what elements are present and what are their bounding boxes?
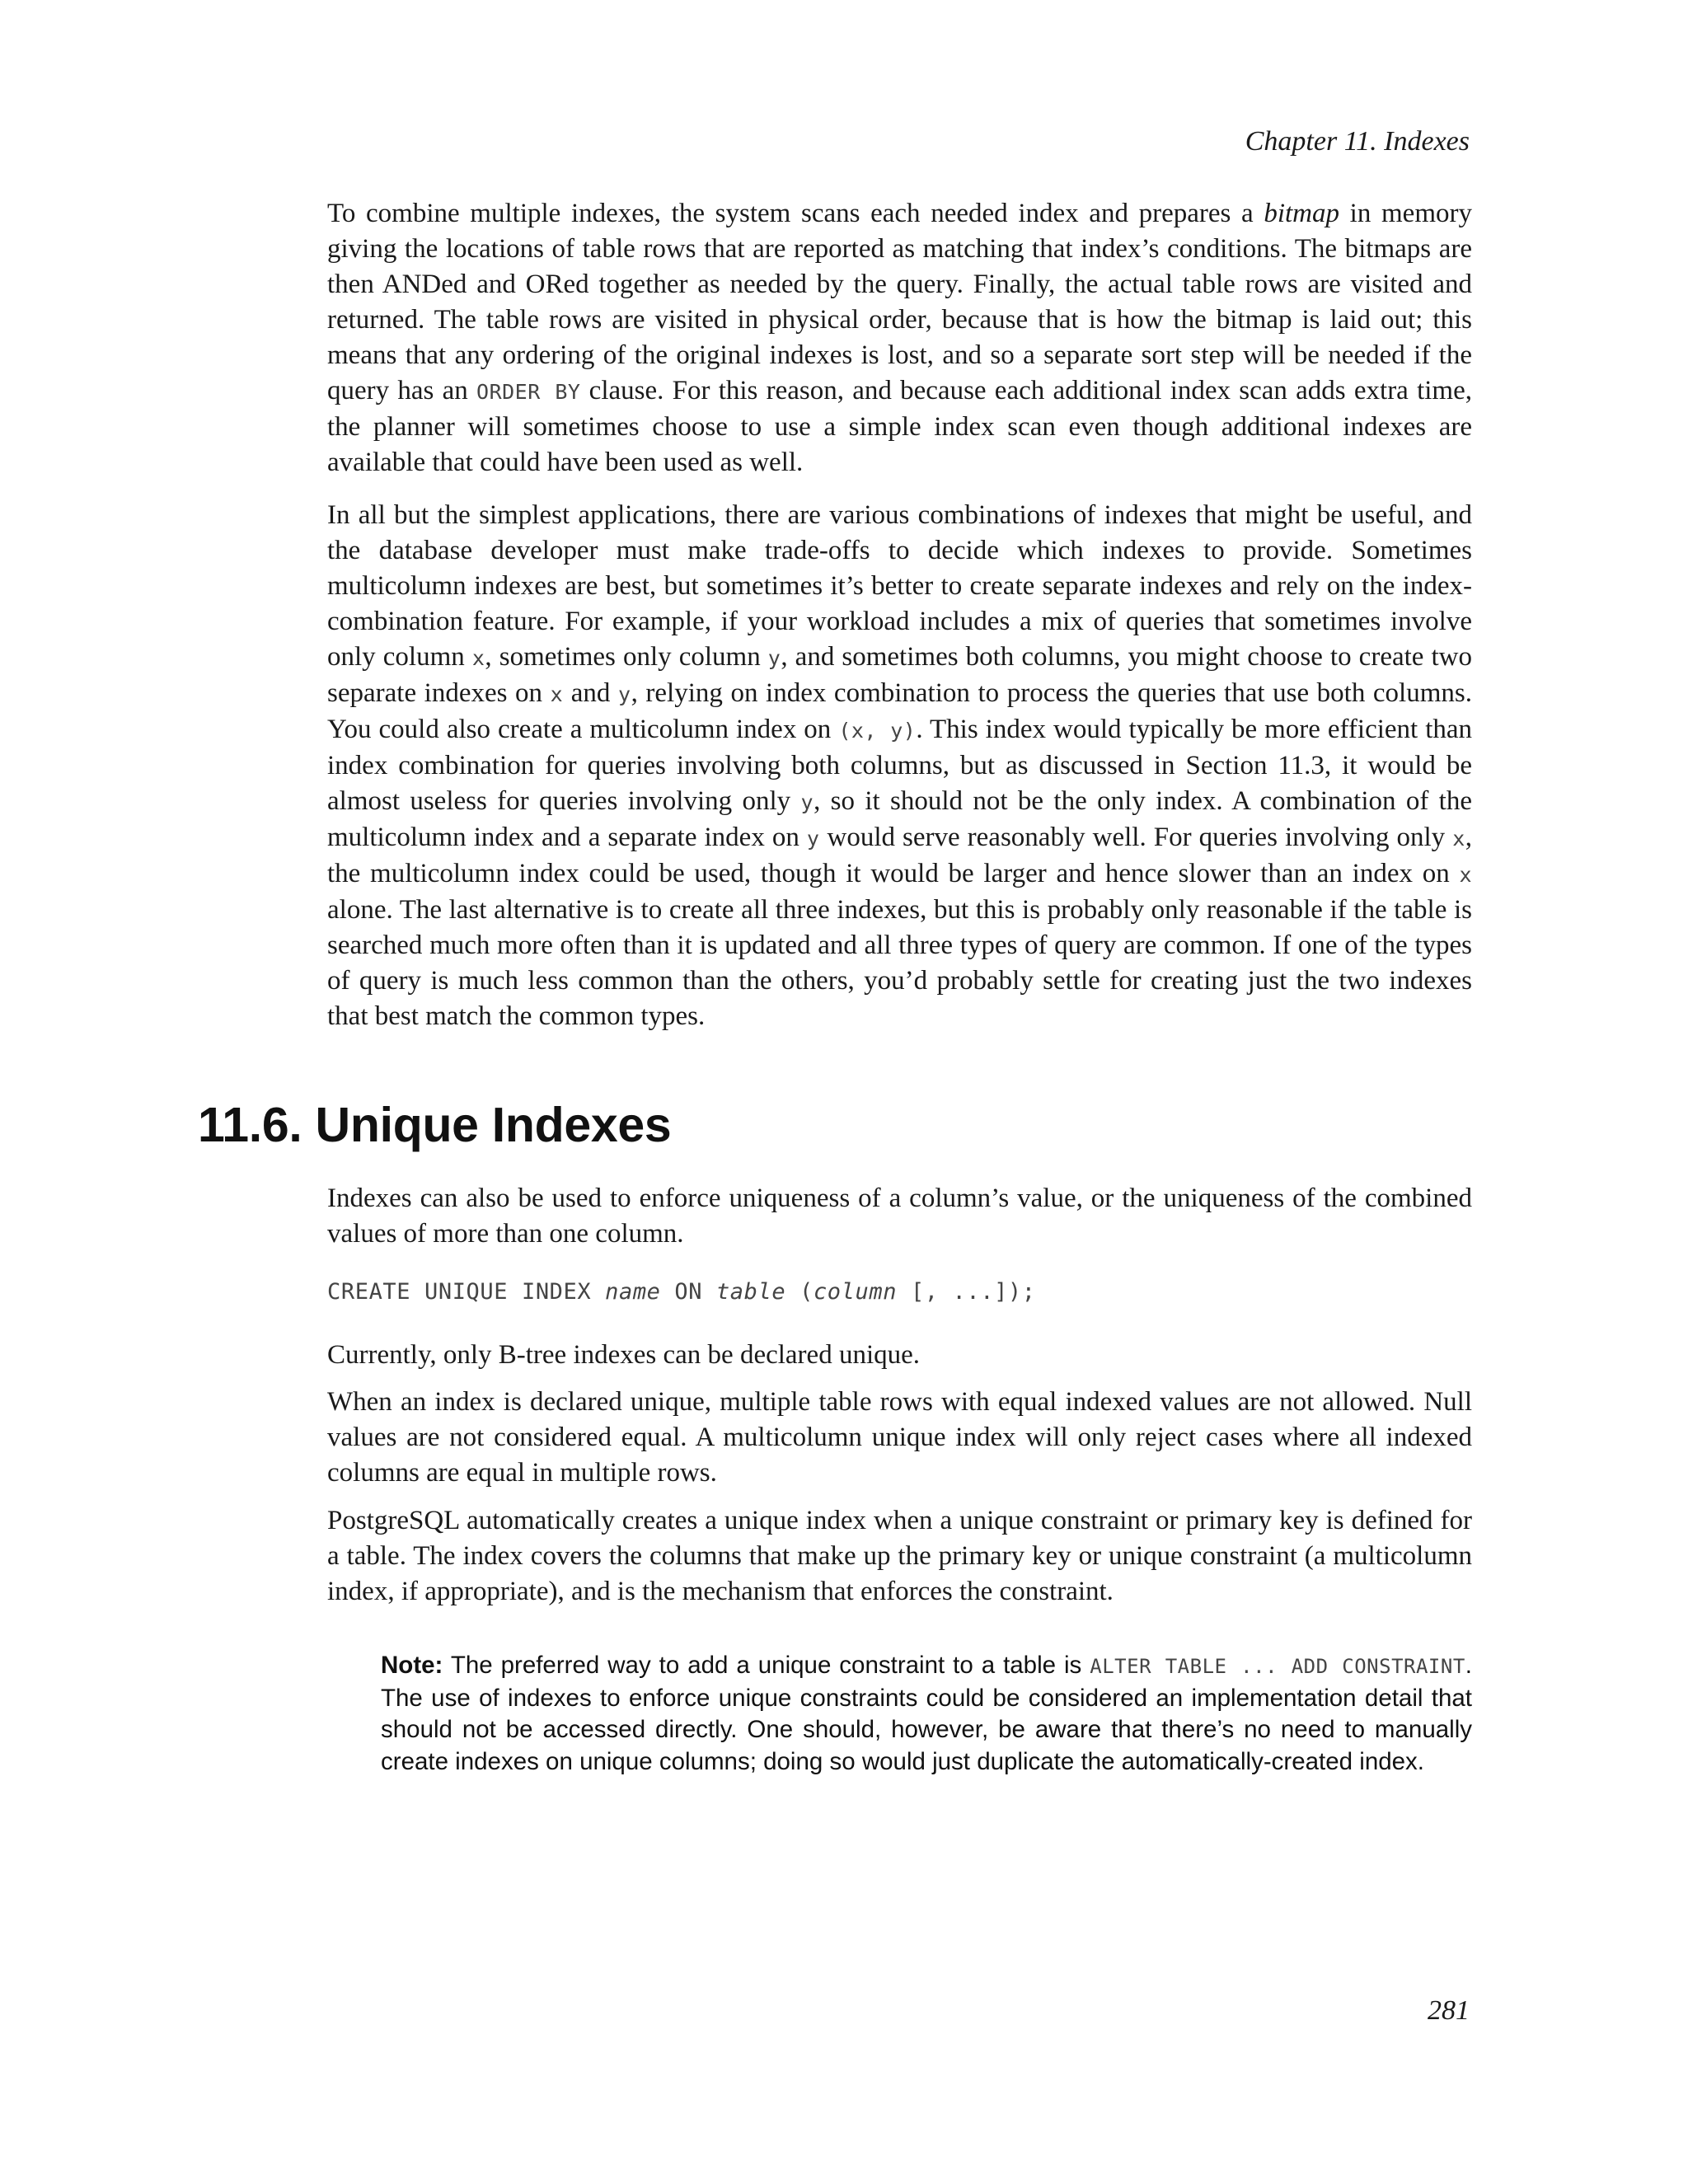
code-keyword: ON xyxy=(660,1279,716,1305)
text: , the multicolumn index could be used, though it would be larger and hence slower than an index on xyxy=(327,823,1472,888)
body-paragraph-bitmap xyxy=(327,196,1472,480)
body-paragraph-equal-values xyxy=(327,1385,1472,1491)
inline-code: y xyxy=(800,790,814,814)
inline-code: x xyxy=(1459,863,1472,887)
text: would serve reasonably well. For queries involving only xyxy=(819,823,1453,852)
text: clause. For this reason, and because each additional index scan adds extra time, the planner will sometimes choose to use a simple index scan even though additional indexes are available that could have been used as well. xyxy=(327,376,1472,477)
emphasis-term: bitmap xyxy=(1264,199,1340,228)
code-placeholder: table xyxy=(715,1279,786,1305)
inline-code: y xyxy=(806,827,820,851)
text: , relying on index combination to process the queries that use both columns. You could also create a multicolumn index on xyxy=(327,678,1472,744)
body-paragraph-combinations xyxy=(327,498,1472,1034)
text: Currently, only B-tree indexes can be declared unique. xyxy=(327,1340,921,1370)
inline-code: ALTER TABLE ... ADD CONSTRAINT xyxy=(1090,1655,1465,1678)
note-label: Note: xyxy=(381,1652,443,1679)
text: When an index is declared unique, multiple table rows with equal indexed values are not allowed. Null values are not considered equal. A multicolumn unique index will only reject cases where all indexed columns are equal in multiple rows. xyxy=(327,1387,1472,1488)
body-paragraph-uniqueness xyxy=(327,1181,1472,1252)
text: , sometimes only column xyxy=(485,642,768,672)
inline-code: (x, y) xyxy=(838,719,917,743)
text: in memory giving the locations of table rows that are reported as matching that index’s conditions. The bitmaps are then ANDed and ORed together as needed by the query. Finally, the actual table rows are visited and returned. The table rows are visited in physical order, because that is how the bitmap is laid out; this means that any ordering of the original indexes is lost, and so a separate sort step will be needed if the query has an xyxy=(327,199,1472,405)
inline-code: x xyxy=(471,646,485,670)
code-example xyxy=(327,1276,1036,1309)
inline-code: x xyxy=(1452,827,1465,851)
text: and xyxy=(563,678,619,708)
text: To combine multiple indexes, the system scans each needed index and prepares a xyxy=(327,199,1264,228)
code-placeholder: name xyxy=(605,1279,661,1305)
inline-code: ORDER BY xyxy=(476,380,581,404)
code-keyword: CREATE UNIQUE INDEX xyxy=(327,1279,606,1305)
text: PostgreSQL automatically creates a unique index when a unique constraint or primary key is defined for a table. The index covers the columns that make up the primary key or unique constraint (a multicolumn index, if appropriate), and is the mechanism that enforces the constraint. xyxy=(327,1506,1472,1606)
code-punct: ( xyxy=(785,1279,814,1305)
text: In all but the simplest applications, there are various combinations of indexes that might be useful, and the database developer must make trade-offs to decide which indexes to provide. Sometimes multicolumn indexes are best, but sometimes it’s better to create separate indexes and rely on the index-combination feature. For example, if your workload includes a mix of queries that sometimes involve only column xyxy=(327,500,1472,672)
text: , and sometimes both columns, you might choose to create two separate indexes on xyxy=(327,642,1473,708)
body-paragraph-postgresql xyxy=(327,1503,1472,1610)
inline-code: y xyxy=(618,682,631,706)
text: The preferred way to add a unique constraint to a table is xyxy=(443,1652,1090,1679)
code-punct: [, ...]); xyxy=(897,1279,1036,1305)
section-heading: 11.6. Unique Indexes xyxy=(198,1098,672,1152)
note-box xyxy=(381,1650,1472,1778)
body-paragraph-btree xyxy=(327,1338,1472,1373)
text: . The use of indexes to enforce unique constraints could be considered an implementation detail that should not be accessed directly. One should, however, be aware that there’s no need to manually create indexes on unique columns; doing so would just duplicate the automatically-created index. xyxy=(381,1652,1472,1775)
code-placeholder: column xyxy=(813,1279,898,1305)
running-header: Chapter 11. Indexes xyxy=(1245,126,1470,157)
text: alone. The last alternative is to create all three indexes, but this is probably only reasonable if the table is searched much more often than it is updated and all three types of query are common. If one of the types of query is much less common than the others, you’d probably settle for creating just the two indexes that best match the common types. xyxy=(327,895,1472,1031)
page-number: 281 xyxy=(1428,1995,1470,2026)
text: Indexes can also be used to enforce uniqueness of a column’s value, or the uniqueness of the combined values of more than one column. xyxy=(327,1183,1472,1249)
inline-code: y xyxy=(767,646,781,670)
text: . This index would typically be more efficient than index combination for queries involving both columns, but as discussed in Section 11.3, it would be almost useless for queries involving only xyxy=(327,715,1473,816)
text: , so it should not be the only index. A combination of the multicolumn index and a separate index on xyxy=(327,786,1472,852)
inline-code: x xyxy=(550,682,564,706)
